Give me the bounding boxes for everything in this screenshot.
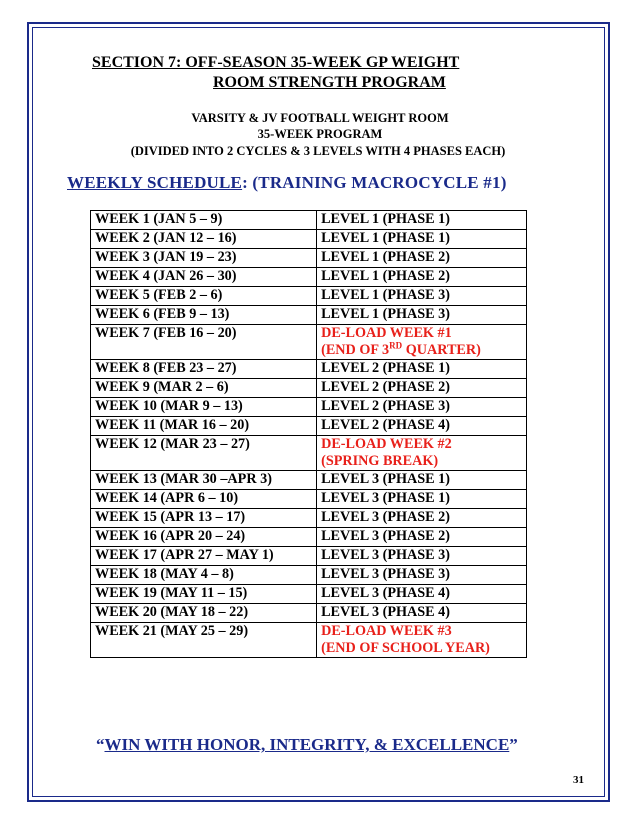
level-cell: LEVEL 2 (PHASE 1) [317, 360, 527, 379]
level-cell: LEVEL 2 (PHASE 2) [317, 379, 527, 398]
table-row [91, 471, 527, 490]
motto-open-quote: “ [96, 735, 105, 754]
deload-note-text-end: QUARTER) [402, 342, 481, 358]
deload-label: DE-LOAD WEEK #3 [321, 623, 452, 639]
level-cell: LEVEL 1 (PHASE 2) [317, 249, 527, 268]
table-row [91, 379, 527, 398]
week-cell: WEEK 19 (MAY 11 – 15) [91, 585, 317, 604]
level-cell: LEVEL 2 (PHASE 3) [317, 398, 527, 417]
week-cell: WEEK 11 (MAR 16 – 20) [91, 417, 317, 436]
week-cell: WEEK 1 (JAN 5 – 9) [91, 211, 317, 230]
level-cell: LEVEL 3 (PHASE 1) [317, 490, 527, 509]
week-cell: WEEK 15 (APR 13 – 17) [91, 509, 317, 528]
week-cell: WEEK 21 (MAY 25 – 29) [91, 623, 317, 658]
deload-label: DE-LOAD WEEK #1 [321, 325, 452, 341]
section-title [92, 53, 532, 93]
subtitle-line1: VARSITY & JV FOOTBALL WEIGHT ROOM [191, 111, 449, 125]
table-row [91, 249, 527, 268]
week-cell: WEEK 13 (MAR 30 –APR 3) [91, 471, 317, 490]
weekly-schedule-heading [67, 173, 507, 193]
table-row [91, 306, 527, 325]
table-row [91, 398, 527, 417]
week-cell: WEEK 2 (JAN 12 – 16) [91, 230, 317, 249]
motto [96, 735, 518, 755]
subtitle-line2: 35-WEEK PROGRAM [257, 127, 383, 141]
deload-note [321, 342, 522, 359]
level-cell: LEVEL 1 (PHASE 1) [317, 211, 527, 230]
table-row [91, 211, 527, 230]
week-cell: WEEK 18 (MAY 4 – 8) [91, 566, 317, 585]
level-cell: LEVEL 3 (PHASE 4) [317, 604, 527, 623]
level-cell: LEVEL 3 (PHASE 3) [317, 547, 527, 566]
deload-cell [317, 436, 527, 471]
week-cell: WEEK 17 (APR 27 – MAY 1) [91, 547, 317, 566]
week-cell: WEEK 8 (FEB 23 – 27) [91, 360, 317, 379]
week-cell: WEEK 3 (JAN 19 – 23) [91, 249, 317, 268]
deload-label: DE-LOAD WEEK #2 [321, 436, 452, 452]
table-row [91, 604, 527, 623]
deload-note-text: (END OF 3 [321, 342, 390, 358]
table-row [91, 230, 527, 249]
table-row [91, 268, 527, 287]
week-cell: WEEK 4 (JAN 26 – 30) [91, 268, 317, 287]
schedule-table [90, 210, 527, 658]
week-cell: WEEK 12 (MAR 23 – 27) [91, 436, 317, 471]
table-row [91, 287, 527, 306]
weekly-schedule-rest: : (TRAINING MACROCYCLE #1) [242, 173, 507, 192]
week-cell: WEEK 6 (FEB 9 – 13) [91, 306, 317, 325]
level-cell: LEVEL 1 (PHASE 3) [317, 287, 527, 306]
table-row [91, 436, 527, 471]
week-cell: WEEK 14 (APR 6 – 10) [91, 490, 317, 509]
ordinal-superscript: RD [389, 340, 403, 351]
table-row [91, 585, 527, 604]
level-cell: LEVEL 3 (PHASE 2) [317, 509, 527, 528]
deload-cell [317, 325, 527, 360]
level-cell: LEVEL 1 (PHASE 3) [317, 306, 527, 325]
level-cell: LEVEL 3 (PHASE 1) [317, 471, 527, 490]
week-cell: WEEK 10 (MAR 9 – 13) [91, 398, 317, 417]
level-cell: LEVEL 1 (PHASE 1) [317, 230, 527, 249]
week-cell: WEEK 20 (MAY 18 – 22) [91, 604, 317, 623]
table-row [91, 528, 527, 547]
week-cell: WEEK 9 (MAR 2 – 6) [91, 379, 317, 398]
level-cell: LEVEL 2 (PHASE 4) [317, 417, 527, 436]
table-row [91, 547, 527, 566]
section-title-line1: SECTION 7: OFF-SEASON 35-WEEK GP WEIGHT [92, 54, 460, 71]
page-number: 31 [573, 774, 584, 786]
deload-note [321, 453, 522, 470]
motto-close-quote: ” [509, 735, 518, 754]
subtitle-line3: (DIVIDED INTO 2 CYCLES & 3 LEVELS WITH 4 PHASES EACH) [130, 144, 506, 158]
table-row [91, 509, 527, 528]
motto-text: WIN WITH HONOR, INTEGRITY, & EXCELLENCE [104, 735, 510, 754]
deload-note-text: (END OF SCHOOL YEAR) [321, 640, 490, 656]
level-cell: LEVEL 3 (PHASE 2) [317, 528, 527, 547]
table-row [91, 490, 527, 509]
deload-note-text: (SPRING BREAK) [321, 453, 439, 469]
table-row [91, 566, 527, 585]
table-row [91, 325, 527, 360]
level-cell: LEVEL 3 (PHASE 3) [317, 566, 527, 585]
week-cell: WEEK 16 (APR 20 – 24) [91, 528, 317, 547]
table-row [91, 623, 527, 658]
section-title-line2: ROOM STRENGTH PROGRAM [213, 74, 446, 91]
table-row [91, 360, 527, 379]
level-cell: LEVEL 1 (PHASE 2) [317, 268, 527, 287]
table-row [91, 417, 527, 436]
week-cell: WEEK 5 (FEB 2 – 6) [91, 287, 317, 306]
deload-cell [317, 623, 527, 658]
week-cell: WEEK 7 (FEB 16 – 20) [91, 325, 317, 360]
level-cell: LEVEL 3 (PHASE 4) [317, 585, 527, 604]
deload-note [321, 640, 522, 657]
weekly-schedule-label: WEEKLY SCHEDULE [67, 173, 243, 192]
